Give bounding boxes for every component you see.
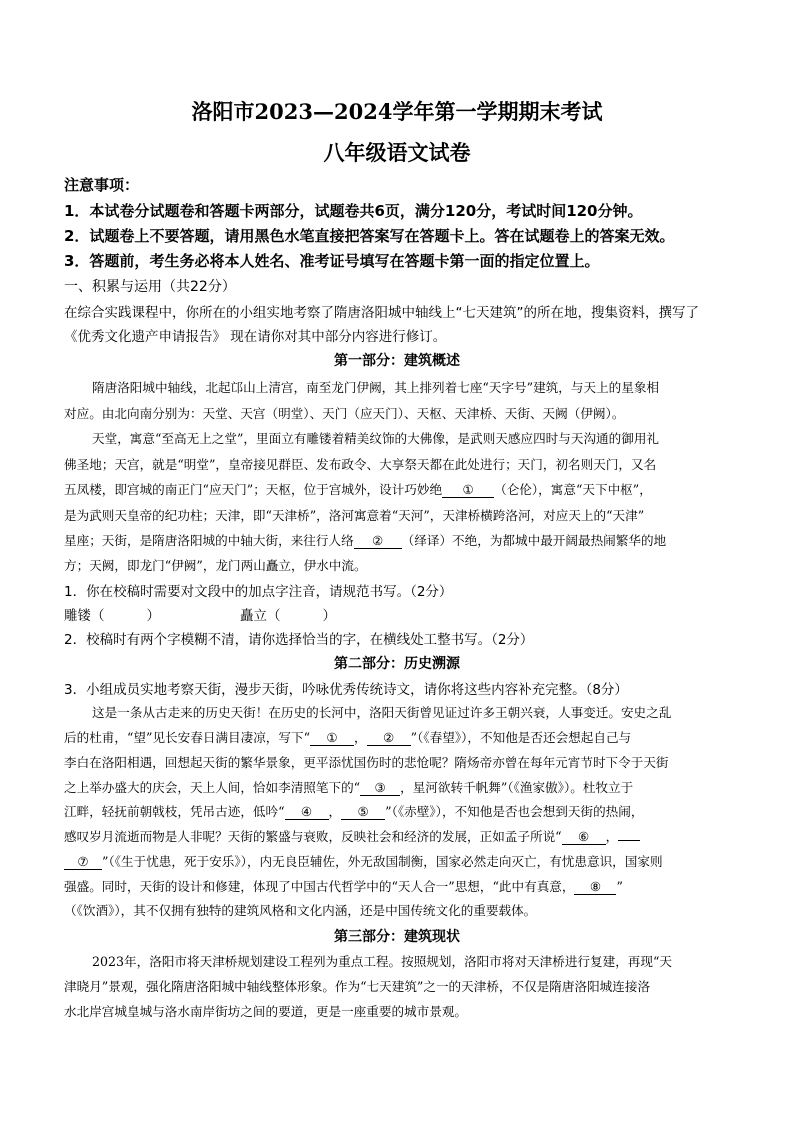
exam-subtitle: 八年级语文试卷 <box>323 140 471 165</box>
text-fragment: ”（《赤壁》），不知他是否也会想到天街的热闹， <box>385 804 644 819</box>
notice-heading: 注意事项： <box>64 176 140 194</box>
text-fragment: （仑伦），寓意“天下中枢”， <box>494 482 652 497</box>
question-1: 1．你在校稿时需要对文段中的加点字注音，请规范书写。（2分） <box>64 584 453 600</box>
text-fragment: 星座；天街，是隋唐洛阳城的中轴大街，来往行人络 <box>64 533 354 548</box>
answer-blank[interactable]: ① <box>442 482 494 498</box>
answer-blank[interactable]: ③ <box>360 780 400 796</box>
paragraph-line: 方；天阙，即龙门“伊阙”，龙门两山矗立，伊水中流。 <box>64 558 367 573</box>
answer-blank-continued[interactable] <box>618 840 640 841</box>
q1-word-1: 雕镂（ <box>64 608 105 624</box>
section-intro: 在综合实践课程中，你所在的小组实地考察了隋唐洛阳城中轴线上“七天建筑”的所在地，搜集资料，撰写了 <box>64 305 699 321</box>
paragraph-line <box>64 727 736 746</box>
paragraph-line: 是为武则天皇帝的纪功柱；天津，即“天津桥”，洛河寓意着“天河”，天津桥横跨洛河，对应天上的“天津” <box>64 508 645 523</box>
q1-answers <box>64 604 736 624</box>
text-fragment: 五凤楼，即宫城的南正门“应天门”；天枢，位于宫城外，设计巧妙绝 <box>64 482 443 497</box>
paragraph-line: 水北岸宫城皇城与洛水南岸街坊之间的要道，更是一座重要的城市景观。 <box>64 1004 467 1019</box>
answer-blank[interactable]: ② <box>367 730 411 746</box>
text-fragment: ， <box>328 804 342 819</box>
paragraph-line: 对应。由北向南分别为：天堂、天宫（明堂）、天门（应天门）、天枢、天津桥、天街、天阙（伊阙）。 <box>64 406 625 421</box>
q1-close-2: ） <box>322 608 336 624</box>
answer-blank[interactable]: ⑦ <box>64 854 102 870</box>
section-intro: 《优秀文化遗产申请报告》 现在请你对其中部分内容进行修订。 <box>64 329 447 345</box>
exam-title: 洛阳市2023—2024学年第一学期期末考试 <box>191 99 603 124</box>
section-heading: 一、积累与运用（共22分） <box>64 279 236 295</box>
text-fragment: 强盛。同时，天街的设计和修建，体现了中国古代哲学中的“天人合一”思想，“此中有真意， <box>64 879 575 894</box>
text-fragment: ”（《生于忧患，死于安乐》），内无良臣辅佐，外无敌国制衡，国家必然走向灭亡，有忧患意识，国家则 <box>102 854 663 869</box>
text-fragment: ， <box>605 829 619 844</box>
paragraph-line <box>64 530 736 549</box>
paragraph-line: 佛圣地；天宫，就是“明堂”，皇帝接见群臣、发布政令、大享祭天都在此处进行；天门，初名则天门，又名 <box>64 457 657 472</box>
text-fragment: ，星河欲转千帆舞”（《渔家傲》）。杜牧立于 <box>400 780 634 795</box>
answer-blank[interactable]: ⑥ <box>562 829 606 845</box>
paragraph-line: 这是一条从古走来的历史天街！在历史的长河中，洛阳天街曾见证过许多王朝兴衰，人事变迁。安史之乱 <box>92 705 672 720</box>
paragraph-line: 李白在洛阳相遇，回想起天街的繁华景象，更平添忧国伤时的悲怆呢？隋炀帝亦曾在每年元宵节时下令于天街 <box>64 755 669 770</box>
paragraph-line <box>64 876 736 895</box>
answer-blank[interactable]: ① <box>310 730 354 746</box>
text-fragment: ” <box>616 879 623 894</box>
paragraph-line <box>64 801 736 820</box>
paragraph-line <box>64 479 736 498</box>
notice-item: 2．试题卷上不要答题，请用黑色水笔直接把答案写在答题卡上。答在试题卷上的答案无效。 <box>64 227 675 245</box>
paragraph-line <box>64 777 736 796</box>
q1-close-1: ） <box>146 608 160 624</box>
text-fragment: 江畔，轻抚前朝戟枝，凭吊古迹，低吟“ <box>64 804 285 819</box>
text-fragment: 之上举办盛大的庆会，天上人间，恰如李清照笔下的“ <box>64 780 361 795</box>
q1-word-2: 矗立（ <box>240 608 281 624</box>
text-fragment: ， <box>354 730 367 745</box>
paragraph-line: 2023年，洛阳市将天津桥规划建设工程列为重点工程。按照规划，洛阳市将对天津桥进行复建，再现“天 <box>92 954 673 969</box>
text-fragment: 后的杜甫，“望”见长安春日满目凄凉，写下“ <box>64 730 311 745</box>
answer-blank[interactable]: ⑧ <box>574 879 616 895</box>
text-fragment: ”（《春望》），不知他是否还会想起自己与 <box>410 730 632 745</box>
answer-blank[interactable]: ⑤ <box>341 804 385 820</box>
question-3: 3．小组成员实地考察天街，漫步天街，吟咏优秀传统诗文，请你将这些内容补充完整。（8分） <box>64 682 628 698</box>
paragraph-line: 天堂，寓意“至高无上之堂”，里面立有雕镂着精美纹饰的大佛像，是武则天感应四时与天沟通的御用礼 <box>92 431 660 446</box>
notice-item: 3．答题前，考生务必将本人姓名、准考证号填写在答题卡第一面的指定位置上。 <box>64 252 600 270</box>
text-fragment: （绎译）不绝，为都城中最开阔最热闹繁华的地 <box>401 533 667 548</box>
paragraph-line: 隋唐洛阳城中轴线，北起邙山上清宫，南至龙门伊阙，其上排列着七座“天字号”建筑，与天上的星象相 <box>92 380 660 395</box>
part-title: 第一部分：建筑概述 <box>334 353 460 369</box>
paragraph-line: （《饮酒》），其不仅拥有独特的建筑风格和文化内涵，还是中国传统文化的重要载体。 <box>64 903 537 918</box>
part-title: 第二部分：历史溯源 <box>334 656 460 672</box>
part-title: 第三部分：建筑现状 <box>334 929 460 945</box>
question-2: 2．校稿时有两个字模糊不清，请你选择恰当的字，在横线处工整书写。（2分） <box>64 632 534 648</box>
paragraph-line: 津晓月”景观，强化隋唐洛阳城中轴线整体形象。作为“七天建筑”之一的天津桥，不仅是隋唐洛阳城连接洛 <box>64 979 651 994</box>
notice-item: 1．本试卷分试题卷和答题卡两部分，试题卷共6页，满分120分，考试时间120分钟。 <box>64 202 643 220</box>
answer-blank[interactable]: ④ <box>285 804 329 820</box>
paragraph-line <box>64 826 736 845</box>
text-fragment: 感叹岁月流逝而物是人非呢？天街的繁盛与衰败，反映社会和经济的发展，正如孟子所说“ <box>64 829 562 844</box>
paragraph-line <box>64 851 736 870</box>
answer-blank[interactable]: ② <box>354 533 402 549</box>
